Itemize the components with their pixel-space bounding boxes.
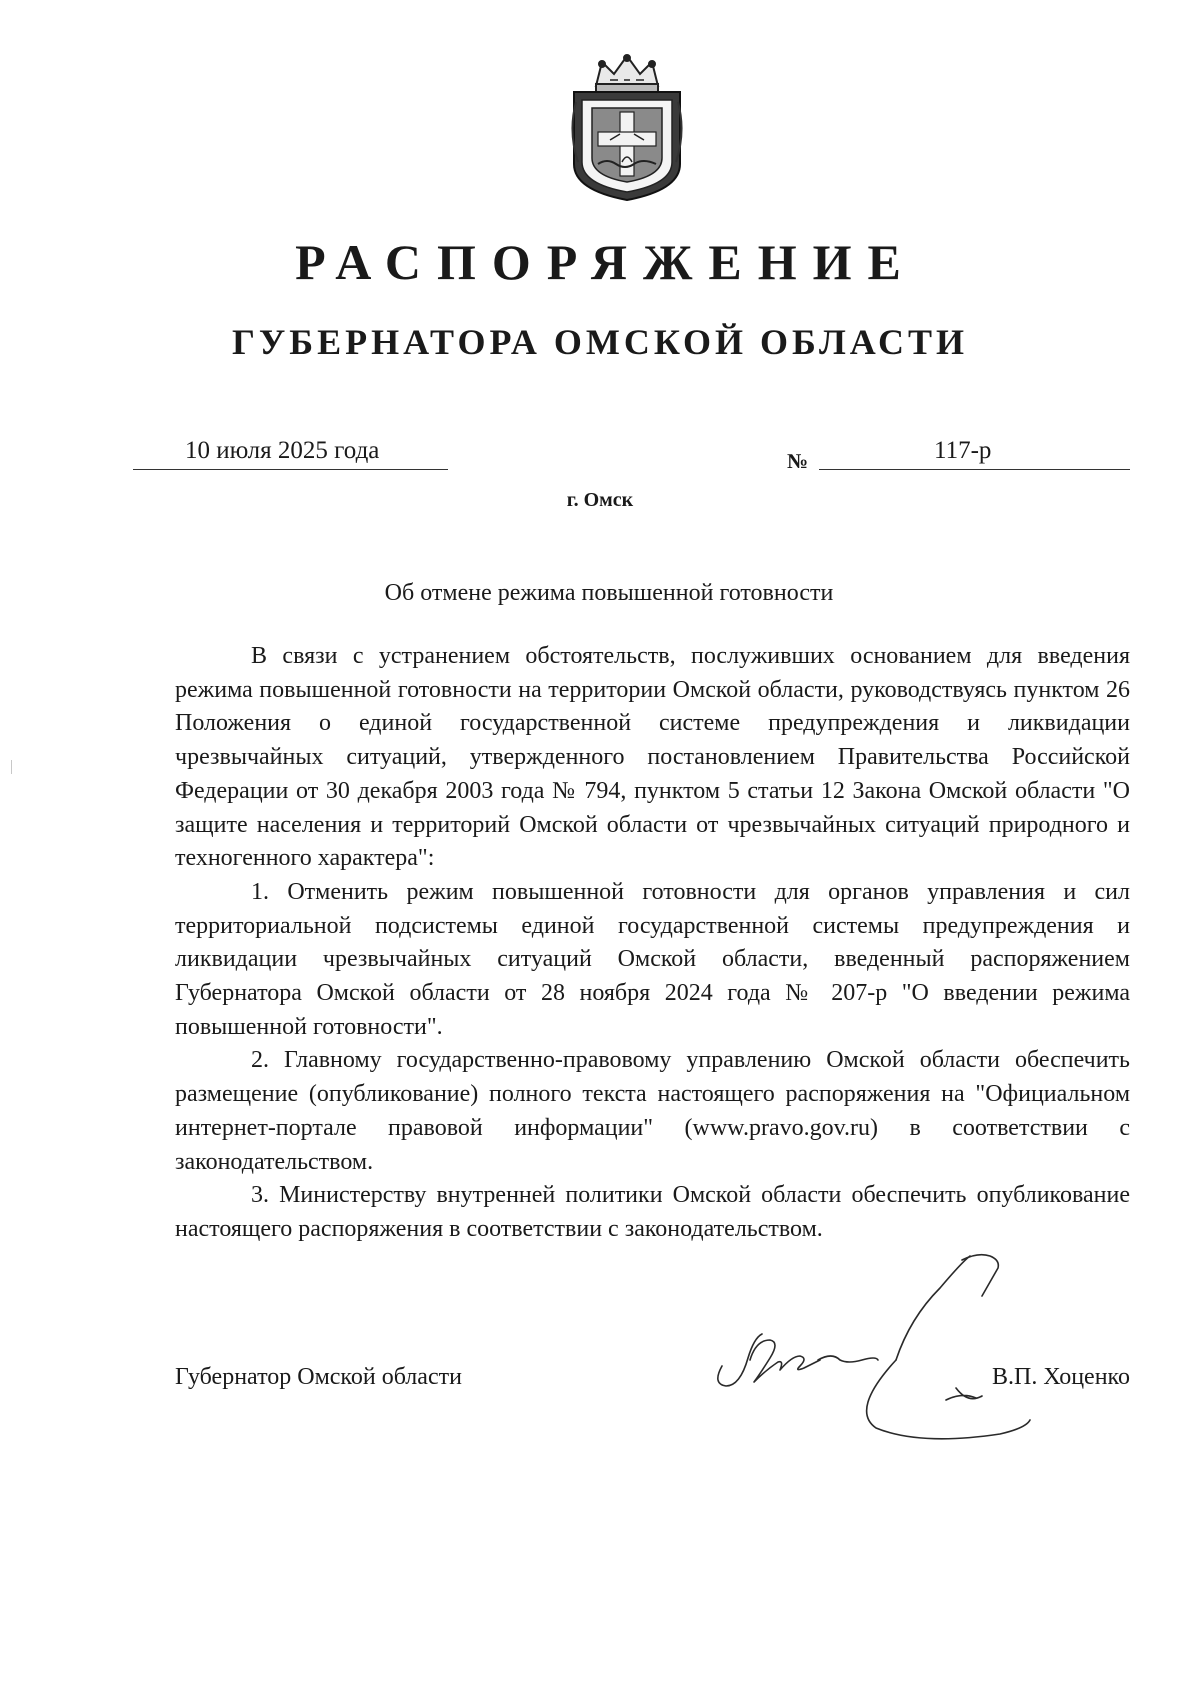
document-subject: Об отмене режима повышенной готовности: [384, 580, 834, 606]
scan-speck: [11, 760, 12, 774]
body-item-3: 3. Министерству внутренней политики Омской области обеспечить опубликование настоящего распоряжения в соответствии с законодательством.: [175, 1182, 1130, 1242]
document-number: 117-р: [934, 437, 992, 464]
document-city: г. Омск: [566, 489, 634, 511]
number-sign: №: [787, 449, 809, 473]
body-item-1: 1. Отменить режим повышенной готовности для органов управления и сил территориальной подсистемы единой государственной системы предупреждения и ликвидации чрезвычайных ситуаций Омской области, введенный распоряжением Губернатора Омской области от 28 ноября 2024 года № 207-р "О введении режима повышенной готовности".: [175, 878, 1130, 1040]
signatory-position: Губернатор Омской области: [175, 1364, 462, 1390]
omsk-oblast-coat-of-arms-icon: [562, 52, 692, 202]
number-field: [819, 433, 1130, 470]
date-field: [133, 433, 448, 470]
signatory-name: В.П. Хоценко: [992, 1364, 1130, 1390]
body-preamble: В связи с устранением обстоятельств, послуживших основанием для введения режима повышенной готовности на территории Омской области, руководствуясь пунктом 26 Положения о единой государственной системе предупреждения и ликвидации чрезвычайных ситуаций, утвержденного постановлением Правительства Российской Федерации от 30 декабря 2003 года № 794, пунктом 5 статьи 12 Закона Омской области "О защите населения и территорий Омской области от чрезвычайных ситуаций природного и техногенного характера":: [175, 643, 1130, 872]
document-date: 10 июля 2025 года: [185, 437, 380, 464]
handwritten-signature-icon: [700, 1248, 1070, 1448]
document-type-title: РАСПОРЯЖЕНИЕ: [295, 234, 917, 290]
document-issuer-title: ГУБЕРНАТОРА ОМСКОЙ ОБЛАСТИ: [231, 322, 969, 362]
body-item-2: 2. Главному государственно-правовому управлению Омской области обеспечить размещение (опубликование) полного текста настоящего распоряжения на "Официальном интернет-портале правовой информации" (www.pravo.gov.ru) в соответствии с законодательством.: [175, 1047, 1130, 1175]
document-body: [175, 640, 1130, 1247]
